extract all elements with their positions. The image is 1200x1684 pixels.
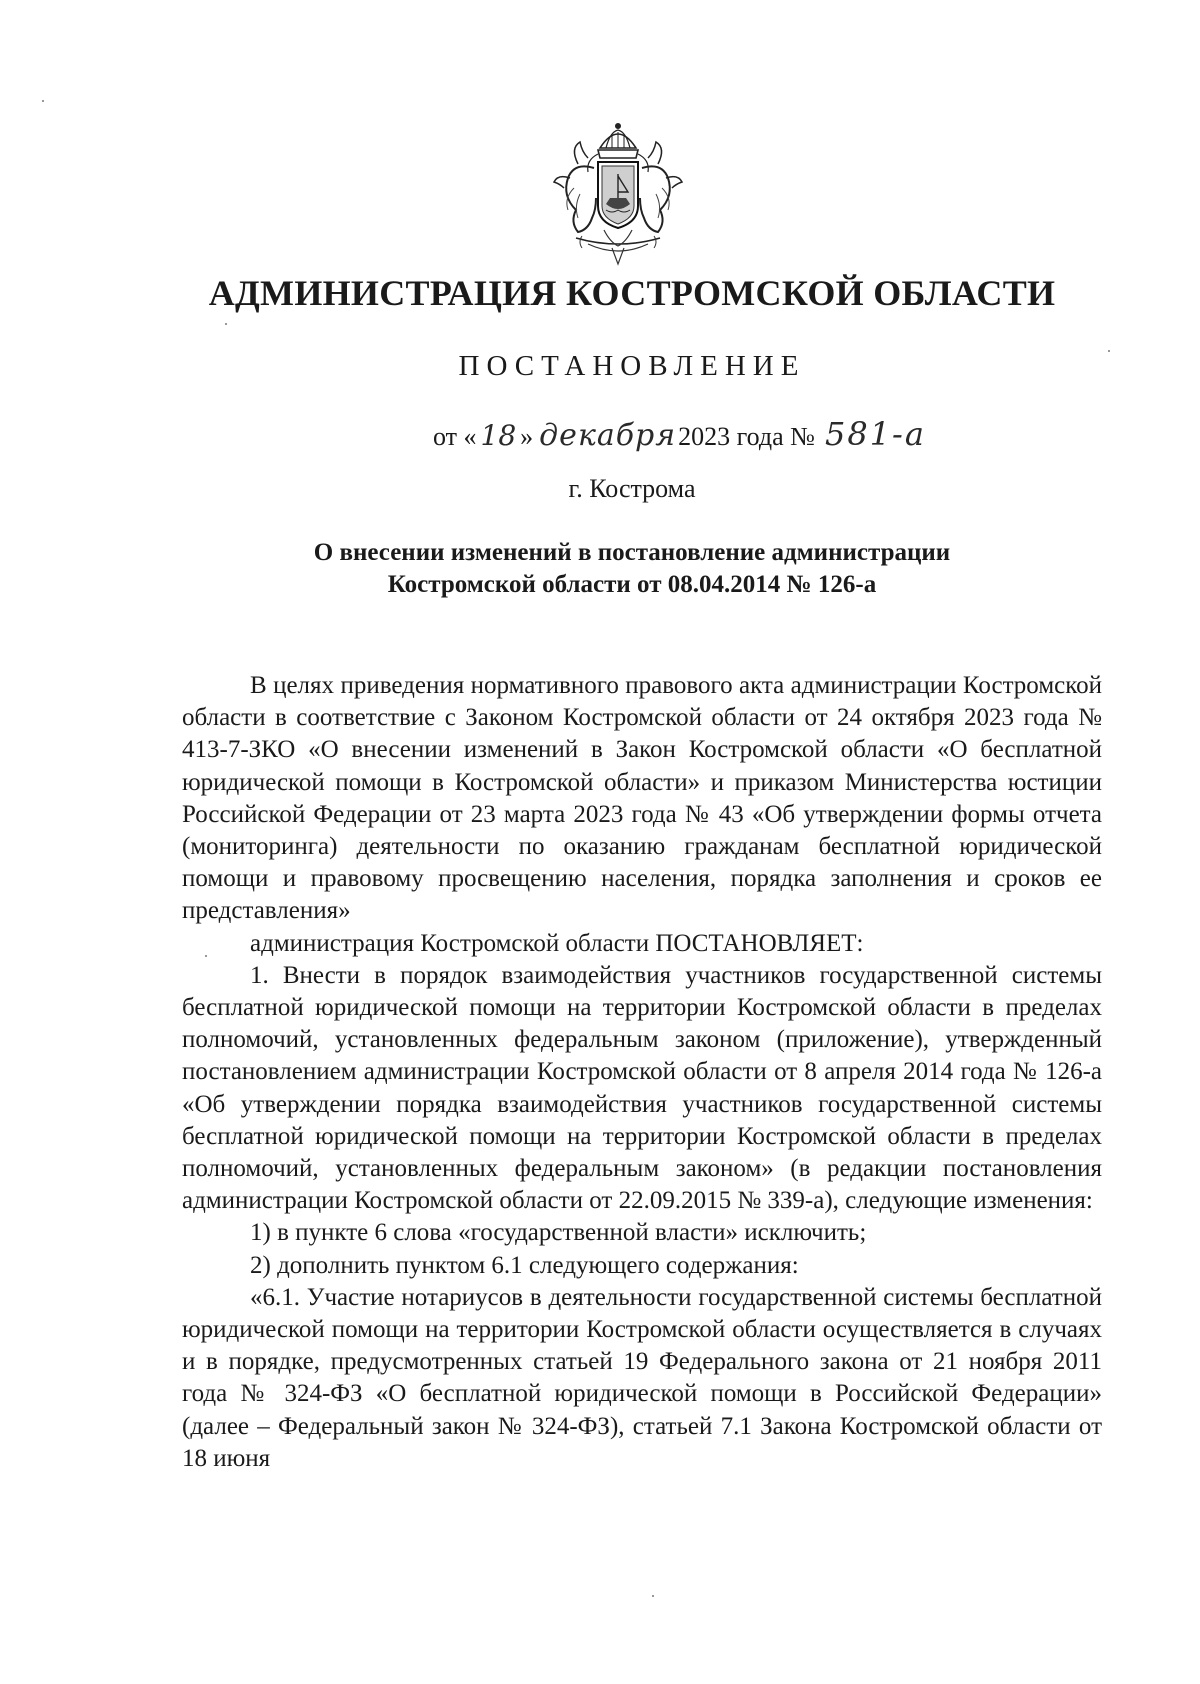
document-type-heading: ПОСТАНОВЛЕНИЕ [458,350,806,382]
organization-title: АДМИНИСТРАЦИЯ КОСТРОМСКОЙ ОБЛАСТИ [208,273,1056,313]
body-paragraph-preamble: В целях приведения нормативного правового акта администрации Костромской области в соответствие с Законом Костромской области от 24 октября 2023 года № 413-7-ЗКО «О внесении изменений в Закон Костромской области «О бесплатной юридической помощи в Костромской области» и приказом Министерства юстиции Российской Федерации от 23 марта 2023 года № 43 «Об утверждении формы отчета (мониторинга) деятельности по оказанию гражданам бесплатной юридической помощи и правовому просвещению населения, порядка заполнения и сроков ее представления» [182,672,1102,925]
subject-line-1: О внесении изменений в постановление администрации [313,539,951,566]
handwritten-document-number: 581-а [824,415,926,453]
scan-speck [225,323,227,325]
body-paragraph-resolves: администрация Костромской области ПОСТАНОВЛЯЕТ: [250,929,864,957]
handwritten-month: декабря [539,418,677,453]
body-paragraph-item-1: 1. Внести в порядок взаимодействия участников государственной системы бесплатной юридической помощи на территории Костромской области в пределах полномочий, установленных федеральным законом (приложение), утвержденный постановлением администрации Костромской области от 8 апреля 2014 года № 126-а «Об утверждении порядка взаимодействия участников государственной системы бесплатной юридической помощи на территории Костромской области в пределах полномочий, установленных федеральным законом» (в редакции постановления администрации Костромской области от 22.09.2015 № 339-а), следующие изменения: [182,961,1102,1215]
date-mid: » [520,422,534,451]
document-subject [0,537,1200,601]
date-year-number-label: 2023 года № [678,422,815,451]
date-prefix: от « [433,422,477,451]
scan-speck [652,1595,654,1597]
body-paragraph-subitem-2: 2) дополнить пунктом 6.1 следующего содержания: [250,1251,799,1279]
document-body [182,670,1102,1475]
handwritten-day: 18 [480,419,517,452]
body-paragraph-6-1: «6.1. Участие нотариусов в деятельности государственной системы бесплатной юридической помощи на территории Костромской области осуществляется в случаях и в порядке, предусмотренных статьей 19 Федерального закона от 21 ноября 2011 года № 324-ФЗ «О бесплатной юридической помощи в Российской Федерации» (далее – Федеральный закон № 324-ФЗ), статьей 7.1 Закона Костромской области от 18 июня [182,1283,1102,1472]
scan-speck [42,100,44,102]
subject-line-2: Костромской области от 08.04.2014 № 126-а [387,571,877,598]
scan-speck [1108,350,1110,352]
coat-of-arms-icon [548,118,688,270]
city-line: г. Кострома [568,474,696,503]
date-number-line [433,415,926,453]
body-paragraph-subitem-1: 1) в пункте 6 слова «государственной власти» исключить; [250,1219,867,1247]
scan-speck [205,955,207,957]
